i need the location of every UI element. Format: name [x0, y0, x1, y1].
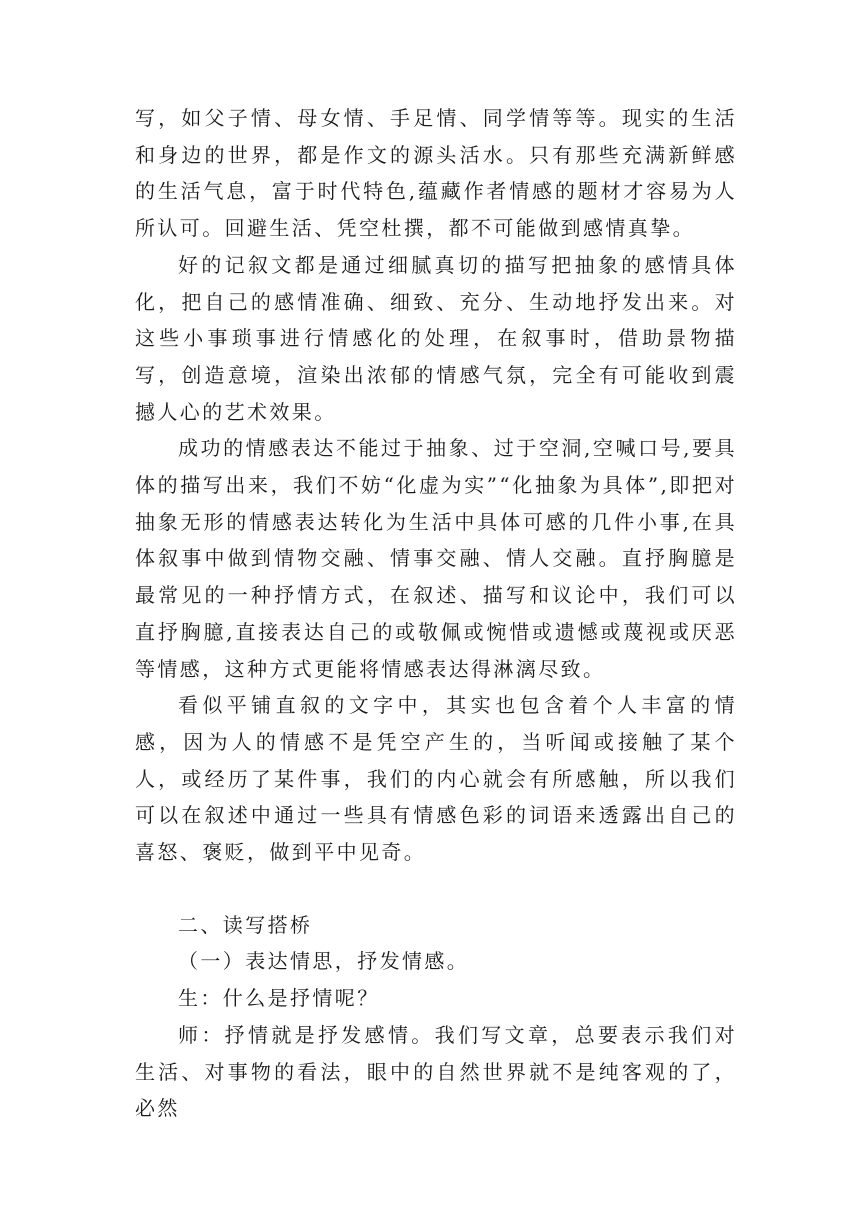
- paragraph-plain-narration: 看似平铺直叙的文字中，其实也包含着个人丰富的情感，因为人的情感不是凭空产生的，当听闻或接触了某个人，或经历了某件事，我们的内心就会有所感触，所以我们可以在叙述中通过一些具有情感色彩的词语来透露出自己的喜怒、褒贬，做到平中见奇。: [135, 693, 737, 865]
- paragraph-emotion-expression: 成功的情感表达不能过于抽象、过于空洞,空喊口号,要具体的描写出来，我们不妨“化虚为实”“化抽象为具体”,即把对抽象无形的情感表达转化为生活中具体可感的几件小事,在具体叙事中做到情物交融、情事交融、情人交融。直抒胸臆是最常见的一种抒情方式，在叙述、描写和议论中，我们可以直抒胸臆,直接表达自己的或敬佩或惋惜或遗憾或蔑视或厌恶等情感，这种方式更能将情感表达得淋漓尽致。: [135, 436, 737, 681]
- paragraph-narrative-description: 好的记叙文都是通过细腻真切的描写把抽象的感情具体化，把自己的感情准确、细致、充分、生动地抒发出来。对这些小事琐事进行情感化的处理，在叙事时，借助景物描写，创造意境，渲染出浓郁的情感气氛，完全有可能收到震撼人心的艺术效果。: [135, 252, 737, 424]
- section-heading: 二、读写搭桥: [178, 912, 313, 937]
- document-body: [135, 100, 737, 1127]
- teacher-answer: 师：抒情就是抒发感情。我们写文章，总要表示我们对生活、对事物的看法，眼中的自然世界就不是纯客观的了，必然: [135, 1022, 737, 1121]
- subsection-heading: （一）表达情思，抒发情感。: [178, 949, 470, 974]
- paragraph-continuation: 写，如父子情、母女情、手足情、同学情等等。现实的生活和身边的世界，都是作文的源头活水。只有那些充满新鲜感的生活气息，富于时代特色,蕴藏作者情感的题材才容易为人所认可。回避生活、凭空杜撰，都不可能做到感情真挚。: [135, 106, 737, 241]
- student-question: 生：什么是抒情呢？: [178, 986, 380, 1011]
- section-spacer: [135, 871, 737, 907]
